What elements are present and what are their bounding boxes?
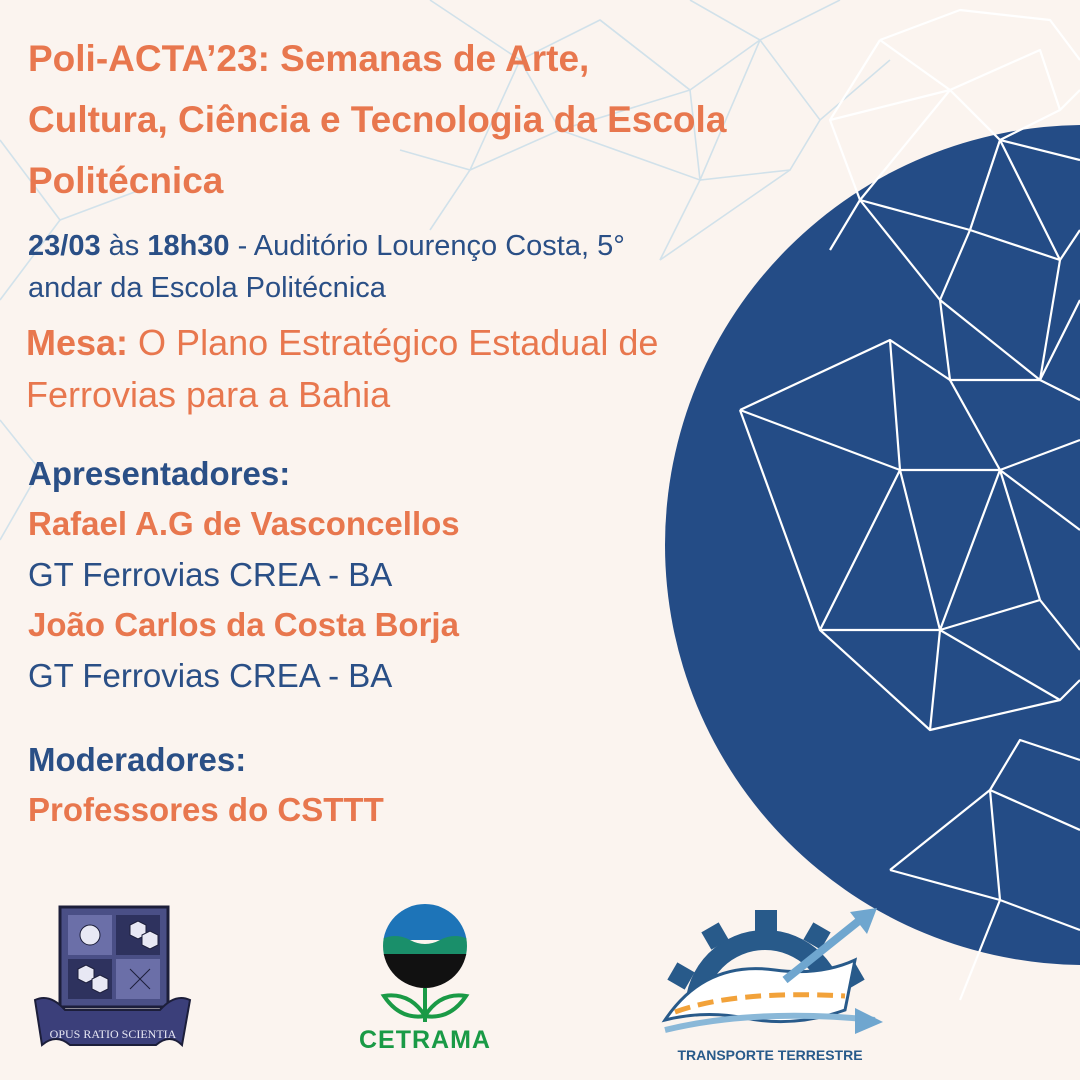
ufba-motto: OPUS RATIO SCIENTIA	[49, 1027, 177, 1041]
event-text-column	[28, 28, 728, 835]
transporte-terrestre-name: TRANSPORTE TERRESTRE	[677, 1047, 863, 1063]
presenters-section	[28, 449, 728, 701]
transporte-terrestre-logo	[645, 900, 890, 1070]
event-time: 18h30	[147, 230, 230, 262]
presenter-name: João Carlos da Costa Borja	[28, 606, 459, 643]
ufba-crest-logo	[30, 905, 195, 1055]
event-schedule	[28, 225, 688, 309]
presenter-affiliation: GT Ferrovias CREA - BA	[28, 657, 393, 694]
cetrama-name: CETRAMA	[359, 1026, 491, 1054]
event-venue: - Auditório Lourenço Costa, 5° andar da Escola Politécnica	[28, 230, 625, 304]
event-date: 23/03	[28, 230, 101, 262]
event-title: Poli-ACTA’23: Semanas de Arte, Cultura, Ciência e Tecnologia da Escola Politécnica	[28, 38, 727, 201]
mesa-label: Mesa:	[26, 322, 129, 363]
moderators-name: Professores do CSTTT	[28, 791, 384, 828]
presenter-name: Rafael A.G de Vasconcellos	[28, 505, 460, 542]
event-date-separator: às	[100, 230, 148, 262]
mesa-title: O Plano Estratégico Estadual de Ferrovias para a Bahia	[26, 322, 659, 415]
cetrama-logo	[340, 900, 510, 1060]
presenters-heading: Apresentadores:	[28, 455, 291, 492]
mesa-topic	[26, 317, 666, 421]
moderators-section	[28, 735, 728, 835]
presenter-affiliation: GT Ferrovias CREA - BA	[28, 556, 393, 593]
moderators-heading: Moderadores:	[28, 741, 247, 778]
